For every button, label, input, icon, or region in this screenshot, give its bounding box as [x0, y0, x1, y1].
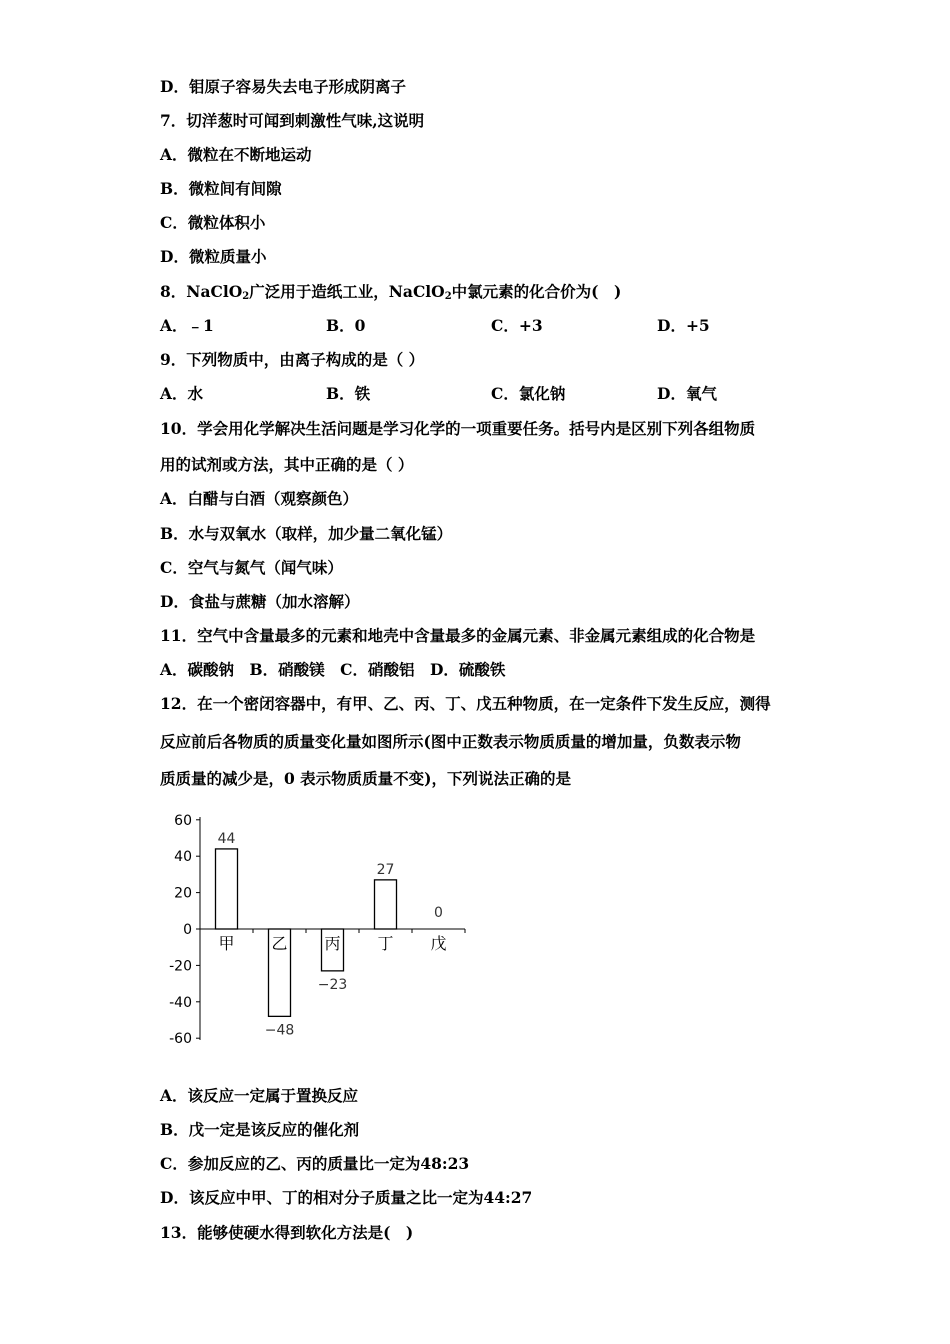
data-label: 27 — [376, 861, 395, 878]
q9-option-b: B．铁 — [326, 384, 371, 403]
q8-formula-2: NaClO — [388, 282, 445, 301]
data-label: −23 — [317, 976, 348, 993]
y-tick-label: 20 — [174, 885, 192, 902]
q8-option-c: C．+3 — [491, 316, 543, 335]
category-label: 戊 — [430, 934, 447, 953]
bar-1 — [216, 849, 238, 929]
q8-formula-2-subscript: 2 — [444, 291, 452, 302]
y-tick-label: -40 — [169, 994, 192, 1011]
q10-option-b: B．水与双氧水（取样，加少量二氧化锰） — [160, 524, 453, 543]
q10-stem-line-1: 10．学会用化学解决生活问题是学习化学的一项重要任务。括号内是区别下列各组物质 — [160, 419, 756, 438]
y-tick-label: 40 — [174, 849, 192, 866]
q8-text-2: 中氯元素的化合价为( ) — [451, 282, 622, 301]
q7-stem: 7．切洋葱时可闻到刺激性气味,这说明 — [160, 111, 425, 130]
q8-text-1: 广泛用于造纸工业， — [249, 282, 389, 301]
q7-option-d: D．微粒质量小 — [160, 247, 267, 266]
data-label: 0 — [434, 905, 443, 921]
bar-chart — [160, 805, 480, 1055]
q10-option-d: D．食盐与蔗糖（加水溶解） — [160, 592, 360, 611]
data-label: 44 — [217, 830, 236, 847]
bar-4 — [375, 880, 397, 929]
y-tick-label: 0 — [183, 922, 192, 938]
q12-option-c: C．参加反应的乙、丙的质量比一定为48:23 — [160, 1154, 470, 1173]
q9-option-c: C．氯化钠 — [491, 384, 566, 403]
q9-option-d: D．氧气 — [657, 384, 717, 403]
data-label: −48 — [264, 1022, 295, 1039]
q12-option-b: B．戊一定是该反应的催化剂 — [160, 1120, 360, 1139]
q8-option-b: B．0 — [326, 316, 366, 335]
q10-option-a: A．白醋与白酒（观察颜色） — [160, 489, 359, 508]
q12-stem-line-1: 12．在一个密闭容器中，有甲、乙、丙、丁、戊五种物质，在一定条件下发生反应，测得 — [160, 694, 771, 713]
q6-option-d: D．钼原子容易失去电子形成阴离子 — [160, 77, 406, 96]
q9-option-a: A．水 — [160, 384, 204, 403]
q12-option-a: A．该反应一定属于置换反应 — [160, 1086, 359, 1105]
q11-options: A．碳酸钠 B．硝酸镁 C．硝酸铝 D．硫酸铁 — [160, 660, 506, 679]
q10-stem-line-2: 用的试剂或方法，其中正确的是（ ） — [160, 455, 414, 474]
category-label: 丁 — [377, 934, 394, 953]
q7-option-a: A．微粒在不断地运动 — [160, 145, 312, 164]
q12-stem-line-2: 反应前后各物质的质量变化量如图所示(图中正数表示物质质量的增加量，负数表示物 — [160, 732, 741, 751]
q13-stem: 13．能够使硬水得到软化方法是( ) — [160, 1223, 414, 1242]
y-tick-label: -20 — [169, 958, 192, 975]
q8-formula-1: NaClO — [186, 282, 243, 301]
y-tick-label: 60 — [174, 812, 192, 829]
category-label: 甲 — [218, 934, 235, 953]
q7-option-c: C．微粒体积小 — [160, 213, 266, 232]
q7-option-b: B．微粒间有间隙 — [160, 179, 282, 198]
q8-formula-1-subscript: 2 — [242, 291, 250, 302]
q8-option-a: A．﹣1 — [160, 316, 214, 335]
q12-stem-line-3: 质质量的减少是，0 表示物质质量不变)，下列说法正确的是 — [160, 769, 572, 788]
q10-option-c: C．空气与氮气（闻气味） — [160, 558, 343, 577]
q9-stem: 9．下列物质中，由离子构成的是（ ） — [160, 350, 425, 369]
y-tick-label: -60 — [169, 1031, 192, 1048]
q8-stem — [160, 282, 621, 307]
q8-number: 8． — [160, 282, 187, 301]
q12-option-d: D．该反应中甲、丁的相对分子质量之比一定为44:27 — [160, 1188, 533, 1207]
category-label: 丙 — [324, 934, 341, 953]
q11-stem: 11．空气中含量最多的元素和地壳中含量最多的金属元素、非金属元素组成的化合物是 — [160, 626, 756, 645]
q8-option-d: D．+5 — [657, 316, 710, 335]
category-label: 乙 — [271, 934, 288, 953]
